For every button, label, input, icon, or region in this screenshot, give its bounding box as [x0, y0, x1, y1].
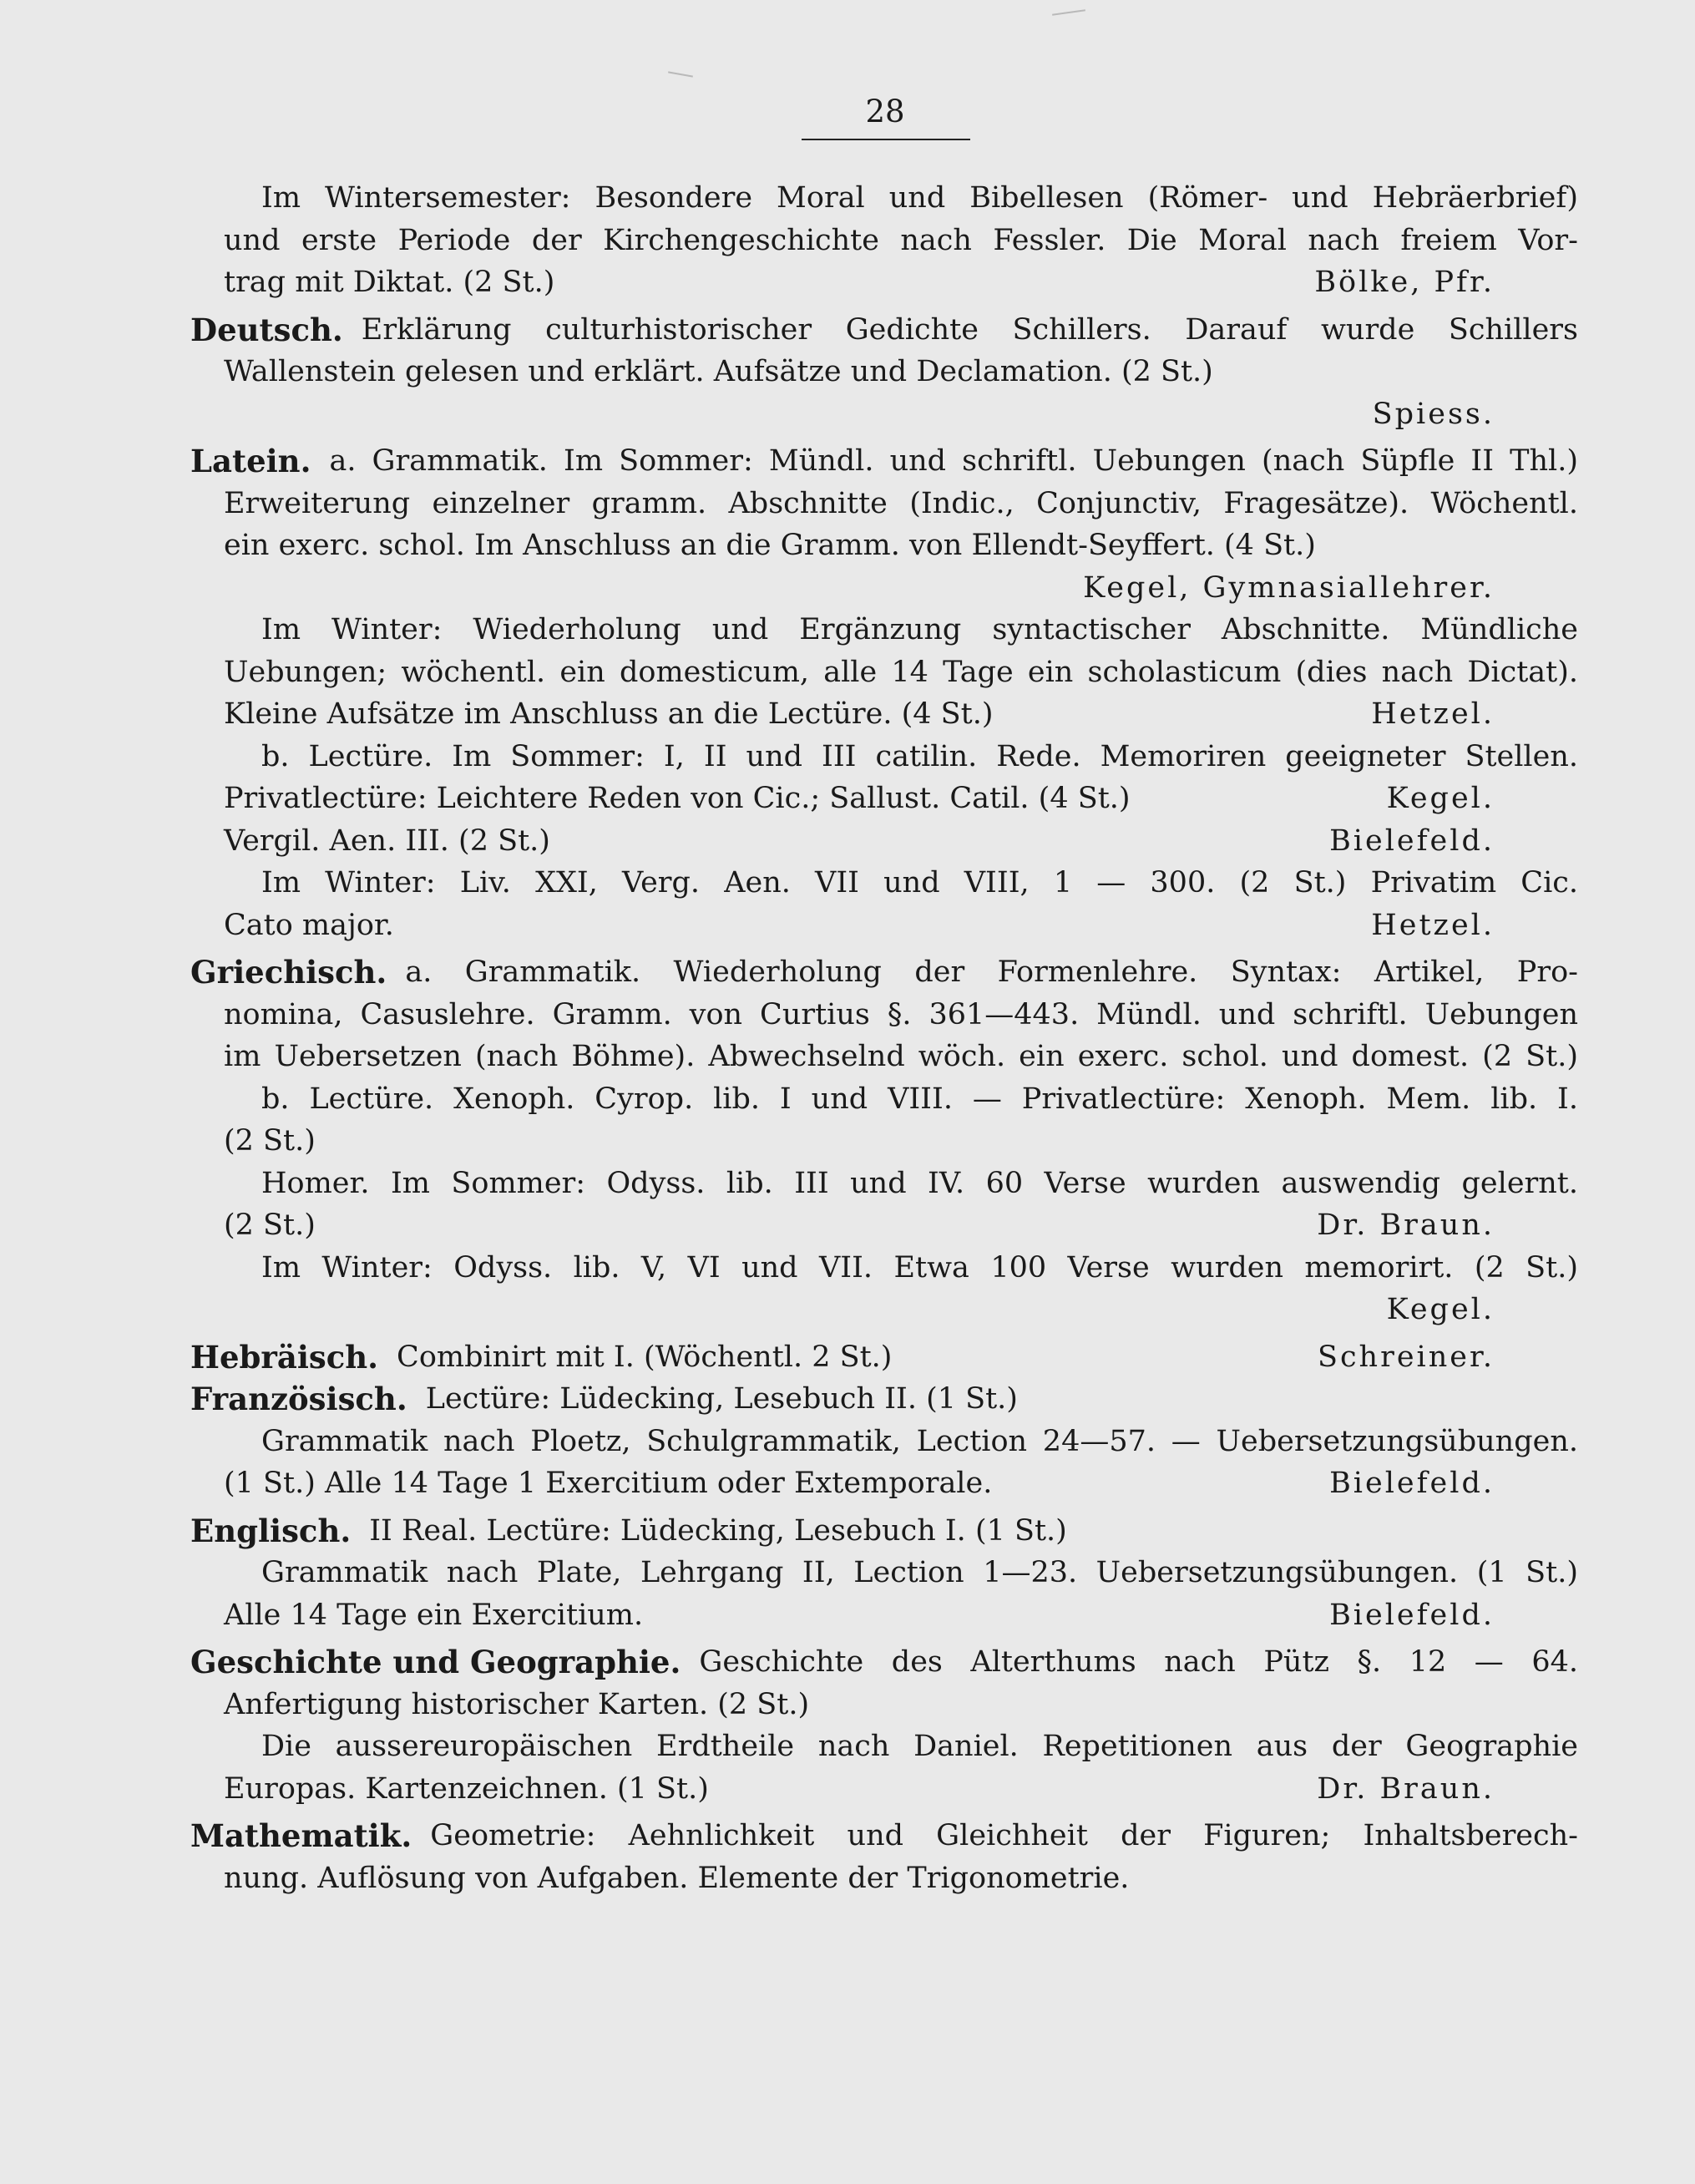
- text-span: nung. Auflösung von Aufgaben. Elemente der Trigonometrie.: [224, 1861, 1130, 1895]
- text-span: (2 St.): [224, 1209, 316, 1242]
- text-line: [190, 1857, 1578, 1900]
- subject-heading: Mathematik.: [190, 1817, 412, 1854]
- subject-heading: Deutsch.: [190, 311, 343, 348]
- text-line: [190, 1462, 1578, 1505]
- text-line: [190, 524, 1578, 567]
- text-span: b. Lectüre. Xenoph. Cyrop. lib. I und VIII. — Privatlectüre: Xenoph. Mem. lib. I.: [261, 1082, 1578, 1116]
- signature: Bielefeld.: [1329, 1467, 1495, 1500]
- text-span: Alle 14 Tage ein Exercitium.: [224, 1598, 644, 1632]
- signature: Schreiner.: [1317, 1340, 1495, 1374]
- text-line: [190, 1421, 1578, 1463]
- text-span: (1 St.) Alle 14 Tage 1 Exercitium oder Extemporale.: [224, 1467, 993, 1500]
- text-line: [190, 567, 1578, 610]
- signature: Hetzel.: [1371, 697, 1495, 731]
- section-franzoesisch: [190, 1378, 1578, 1421]
- text-span: Grammatik nach Plate, Lehrgang II, Lection 1—23. Uebersetzungsübungen. (1 St.): [261, 1556, 1578, 1589]
- text-line: [190, 351, 1578, 393]
- text-line: [190, 1552, 1578, 1594]
- text-span: a. Grammatik. Wiederholung der Formenlehre. Syntax: Artikel, Pro-: [405, 955, 1578, 989]
- section-deutsch: [190, 309, 1578, 352]
- text-line: [190, 177, 1578, 220]
- section-griechisch: [190, 951, 1578, 994]
- text-span: nomina, Casuslehre. Gramm. von Curtius §. 361—443. Mündl. und schriftl. Uebungen: [224, 997, 1578, 1031]
- signature: Bielefeld.: [1329, 1598, 1495, 1632]
- subject-heading: Französisch.: [190, 1381, 407, 1417]
- section-mathematik: [190, 1815, 1578, 1857]
- text-line: [190, 1768, 1578, 1811]
- subject-heading: Geschichte und Geographie.: [190, 1644, 681, 1680]
- signature: Dr. Braun.: [1317, 1771, 1495, 1806]
- text-line: [190, 1594, 1578, 1637]
- section-hebraeisch: [190, 1336, 1578, 1379]
- text-line: [190, 609, 1578, 651]
- text-span: a. Grammatik. Im Sommer: Mündl. und schriftl. Uebungen (nach Süpfle II Thl.): [329, 444, 1578, 478]
- text-span: Uebungen; wöchentl. ein domesticum, alle 14 Tage ein scholasticum (dies nach Dictat).: [224, 655, 1578, 689]
- text-span: Lectüre: Lüdecking, Lesebuch II. (1 St.): [425, 1382, 1018, 1416]
- signature: Kegel.: [1386, 782, 1495, 815]
- text-span: Kleine Aufsätze im Anschluss an die Lectüre. (4 St.): [224, 697, 994, 731]
- text-span: (2 St.): [224, 1124, 316, 1158]
- text-line: [190, 1725, 1578, 1768]
- signature: Hetzel.: [1371, 908, 1495, 942]
- subject-heading: Hebräisch.: [190, 1338, 379, 1376]
- subject-heading: Latein.: [190, 443, 311, 479]
- text-span: Geschichte des Alterthums nach Pütz §. 12 — 64.: [699, 1645, 1578, 1679]
- text-span: ein exerc. schol. Im Anschluss an die Gramm. von Ellendt-Seyffert. (4 St.): [224, 529, 1316, 562]
- text-span: b. Lectüre. Im Sommer: I, II und III catilin. Rede. Memoriren geeigneter Stellen.: [261, 739, 1578, 773]
- signature: Kegel, Gymnasiallehrer.: [1083, 570, 1495, 605]
- text-line: [190, 994, 1578, 1036]
- body-text: [190, 177, 1578, 1899]
- text-line: [190, 778, 1578, 820]
- text-span: Im Winter: Liv. XXI, Verg. Aen. VII und VIII, 1 — 300. (2 St.) Privatim Cic.: [261, 866, 1578, 899]
- text-span: Grammatik nach Ploetz, Schulgrammatik, Lection 24—57. — Uebersetzungsübungen.: [261, 1424, 1578, 1458]
- text-line: [190, 393, 1578, 436]
- section-latein: [190, 440, 1578, 483]
- signature: Bölke, Pfr.: [1314, 266, 1495, 299]
- text-line: [190, 1204, 1578, 1247]
- text-line: [190, 820, 1578, 863]
- subject-heading: Griechisch.: [190, 954, 387, 991]
- text-line: [190, 651, 1578, 694]
- text-span: im Uebersetzen (nach Böhme). Abwechselnd wöch. ein exerc. schol. und domest. (2 St.): [224, 1040, 1578, 1073]
- text-line: [190, 1684, 1578, 1726]
- text-span: Geometrie: Aehnlichkeit und Gleichheit der Figuren; Inhaltsberech-: [430, 1819, 1578, 1852]
- text-line: [190, 1036, 1578, 1078]
- text-span: II Real. Lectüre: Lüdecking, Lesebuch I. (1 St.): [369, 1513, 1067, 1548]
- text-line: [190, 862, 1578, 905]
- signature: Dr. Braun.: [1317, 1209, 1495, 1242]
- text-span: Erweiterung einzelner gramm. Abschnitte (Indic., Conjunctiv, Fragesätze). Wöchentl.: [224, 486, 1578, 520]
- text-span: Privatlectüre: Leichtere Reden von Cic.; Sallust. Catil. (4 St.): [224, 782, 1131, 815]
- text-span: Erklärung culturhistorischer Gedichte Schillers. Darauf wurde Schillers: [361, 312, 1578, 347]
- text-line: [190, 693, 1578, 736]
- text-span: Combinirt mit I. (Wöchentl. 2 St.): [397, 1340, 893, 1374]
- text-line: [190, 1078, 1578, 1121]
- text-line: [190, 1120, 1578, 1163]
- text-span: Vergil. Aen. III. (2 St.): [224, 823, 550, 858]
- text-line: [190, 220, 1578, 262]
- signature: Spiess.: [1372, 397, 1495, 431]
- text-line: [190, 483, 1578, 525]
- text-line: [190, 905, 1578, 947]
- text-line: [190, 1247, 1578, 1290]
- text-line: [190, 736, 1578, 778]
- text-span: Im Wintersemester: Besondere Moral und Bibellesen (Römer- und Hebräerbrief): [261, 181, 1578, 215]
- text-span: Wallenstein gelesen und erklärt. Aufsätze und Declamation. (2 St.): [224, 355, 1213, 388]
- text-span: Europas. Kartenzeichnen. (1 St.): [224, 1771, 709, 1806]
- text-line: [190, 1163, 1578, 1205]
- text-span: trag mit Diktat. (2 St.): [224, 266, 555, 299]
- text-line: [190, 261, 1578, 304]
- text-span: Anfertigung historischer Karten. (2 St.): [224, 1687, 810, 1721]
- scan-mark: [668, 71, 693, 77]
- signature: Bielefeld.: [1329, 823, 1495, 858]
- text-span: und erste Periode der Kirchengeschichte nach Fessler. Die Moral nach freiem Vor-: [224, 223, 1578, 257]
- signature: Kegel.: [1386, 1293, 1495, 1326]
- text-span: Im Winter: Wiederholung und Ergänzung syntactischer Abschnitte. Mündliche: [261, 613, 1578, 646]
- subject-heading: Englisch.: [190, 1512, 352, 1549]
- section-englisch: [190, 1510, 1578, 1553]
- text-span: Homer. Im Sommer: Odyss. lib. III und IV. 60 Verse wurden auswendig gelernt.: [261, 1166, 1578, 1200]
- text-span: Cato major.: [224, 908, 394, 942]
- text-line: [190, 1289, 1578, 1331]
- section-geschichte: [190, 1641, 1578, 1684]
- page-number: 28: [865, 94, 905, 129]
- scan-mark: [1052, 9, 1085, 16]
- text-span: Die aussereuropäischen Erdtheile nach Daniel. Repetitionen aus der Geographie: [261, 1730, 1578, 1763]
- page-number-rule: [802, 139, 970, 140]
- text-span: Im Winter: Odyss. lib. V, VI und VII. Etwa 100 Verse wurden memorirt. (2 St.): [261, 1250, 1578, 1285]
